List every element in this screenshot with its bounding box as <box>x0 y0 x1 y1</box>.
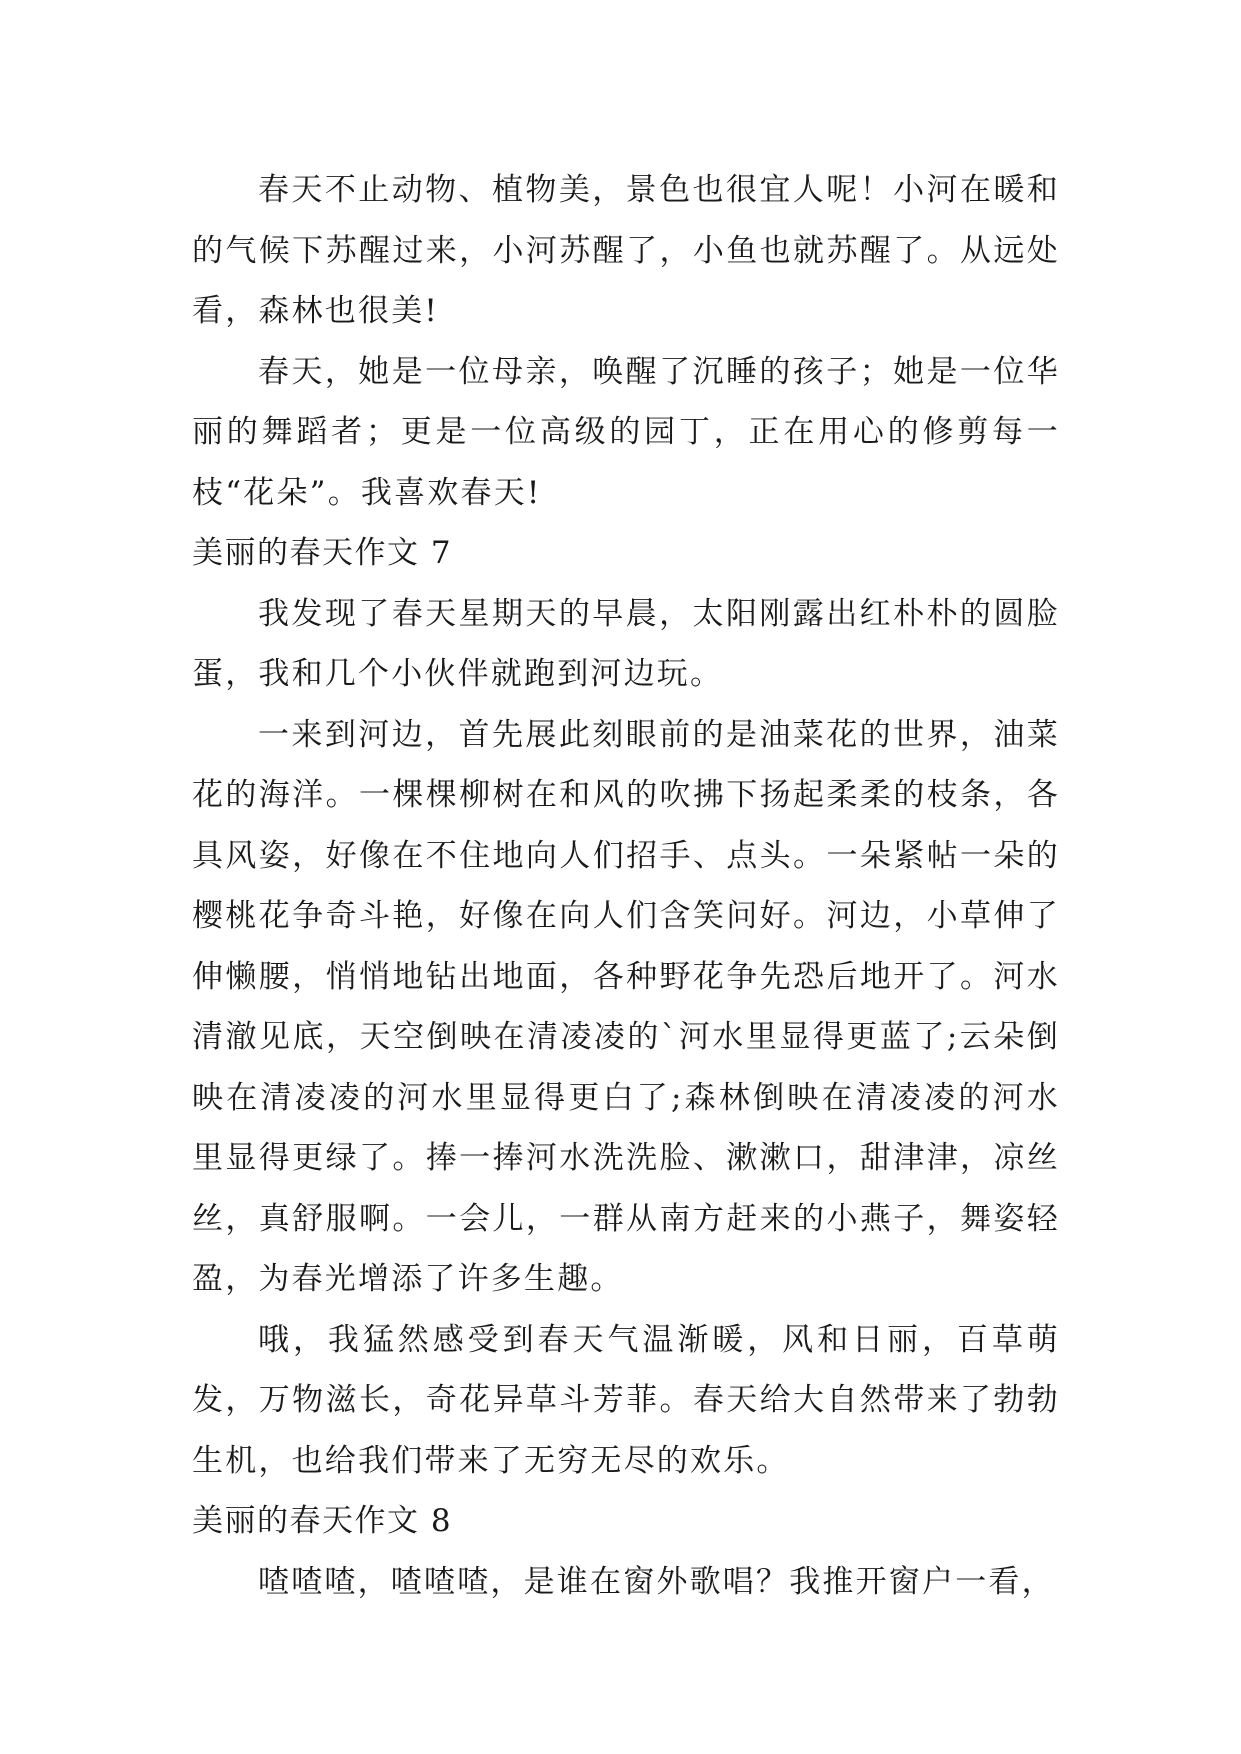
paragraph: 春天不止动物、植物美，景色也很宜人呢！小河在暖和的气候下苏醒过来，小河苏醒了，小鱼也就苏醒了。从远处看，森林也很美! <box>192 172 1060 329</box>
section-heading: 美丽的春天作文 7 <box>192 535 453 571</box>
paragraph: 喳喳喳，喳喳喳，是谁在窗外歌唱？我推开窗户一看， <box>258 1563 1055 1600</box>
document-body <box>192 160 1060 1612</box>
section-heading: 美丽的春天作文 8 <box>192 1503 453 1539</box>
paragraph: 一来到河边，首先展此刻眼前的是油菜花的世界，油菜花的海洋。一棵棵柳树在和风的吹拂下扬起柔柔的枝条，各具风姿，好像在不住地向人们招手、点头。一朵紧帖一朵的樱桃花争奇斗艳，好像在向人们含笑问好。河边，小草伸了伸懒腰，悄悄地钻出地面，各种野花争先恐后地开了。河水清澈见底，天空倒映在清凌凌的`河水里显得更蓝了;云朵倒映在清凌凌的河水里显得更白了;森林倒映在清凌凌的河水里显得更绿了。捧一捧河水洗洗脸、漱漱口，甜津津，凉丝丝，真舒服啊。一会儿，一群从南方赶来的小燕子，舞姿轻盈，为春光增添了许多生趣。 <box>192 716 1060 1297</box>
paragraph: 哦，我猛然感受到春天气温渐暖，风和日丽，百草萌发，万物滋长，奇花异草斗芳菲。春天给大自然带来了勃勃生机，也给我们带来了无穷无尽的欢乐。 <box>192 1321 1060 1479</box>
paragraph: 我发现了春天星期天的早晨，太阳刚露出红朴朴的圆脸蛋，我和几个小伙伴就跑到河边玩。 <box>192 595 1060 692</box>
paragraph: 春天，她是一位母亲，唤醒了沉睡的孩子；她是一位华丽的舞蹈者；更是一位高级的园丁，正在用心的修剪每一枝“花朵”。我喜欢春天! <box>192 353 1060 511</box>
